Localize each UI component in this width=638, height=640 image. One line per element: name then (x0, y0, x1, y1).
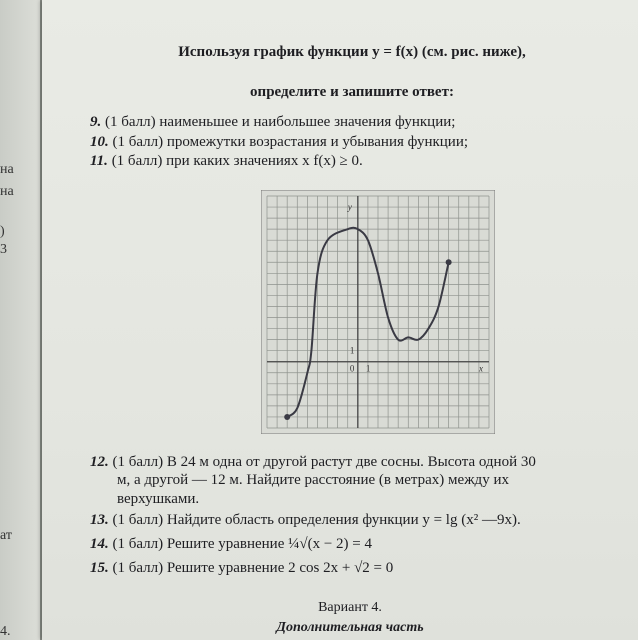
task-number: 12. (90, 454, 109, 470)
task-number: 11. (90, 153, 108, 169)
task-text: (1 балл) промежутки возрастания и убывания функции; (112, 134, 469, 150)
left-fragment: на (0, 162, 14, 177)
x-unit-label: 1 (365, 363, 371, 374)
task-12-line-3: верхушками. (117, 491, 200, 507)
task-15 (90, 560, 393, 577)
section-title: Дополнительная часть (276, 620, 424, 635)
task-number: 9. (90, 114, 102, 130)
task-text: (1 балл) Решите уравнение (112, 560, 285, 576)
variant-title: Вариант 4. (318, 600, 382, 615)
task-number: 15. (90, 560, 109, 576)
task-13 (90, 512, 521, 529)
curve-start-point (284, 414, 290, 420)
left-fragment: ат (0, 528, 12, 543)
x-axis-label: x (479, 363, 483, 374)
task-12 (90, 454, 536, 471)
curve-end-point (446, 259, 452, 265)
equation-formula: ¼√(x − 2) = 4 (288, 536, 373, 552)
function-graph (261, 190, 495, 434)
task-text-line-1: (1 балл) В 24 м одна от другой растут две сосны. Высота одной 30 (112, 454, 536, 470)
task-12-line-2: м, а другой — 12 м. Найдите расстояние (в метрах) между их (117, 472, 509, 488)
y-unit-label: 1 (349, 345, 355, 356)
equation-formula: 2 cos 2x + √2 = 0 (288, 560, 394, 576)
left-fragment: ) (0, 224, 5, 239)
instruction-line-2: определите и запишите ответ: (250, 84, 454, 100)
task-text: (1 балл) Найдите область определения функции y = lg (x² —9x). (112, 512, 521, 528)
task-number: 10. (90, 134, 109, 150)
task-number: 14. (90, 536, 109, 552)
left-fragment: 4. (0, 624, 11, 639)
task-text: (1 балл) Решите уравнение (112, 536, 285, 552)
task-9 (90, 114, 455, 131)
left-fragment: 3 (0, 242, 7, 257)
left-fragment: на (0, 184, 14, 199)
task-14 (90, 536, 372, 553)
y-axis-label: y (347, 202, 352, 212)
task-text: (1 балл) при каких значениях x f(x) ≥ 0. (111, 153, 363, 169)
task-text: (1 балл) наименьшее и наибольшее значения функции; (105, 114, 456, 130)
origin-label: 0 (349, 363, 355, 374)
task-10 (90, 134, 468, 151)
instruction-line-1: Используя график функции y = f(x) (см. рис. ниже), (178, 44, 526, 60)
task-number: 13. (90, 512, 109, 528)
task-11 (90, 153, 363, 170)
